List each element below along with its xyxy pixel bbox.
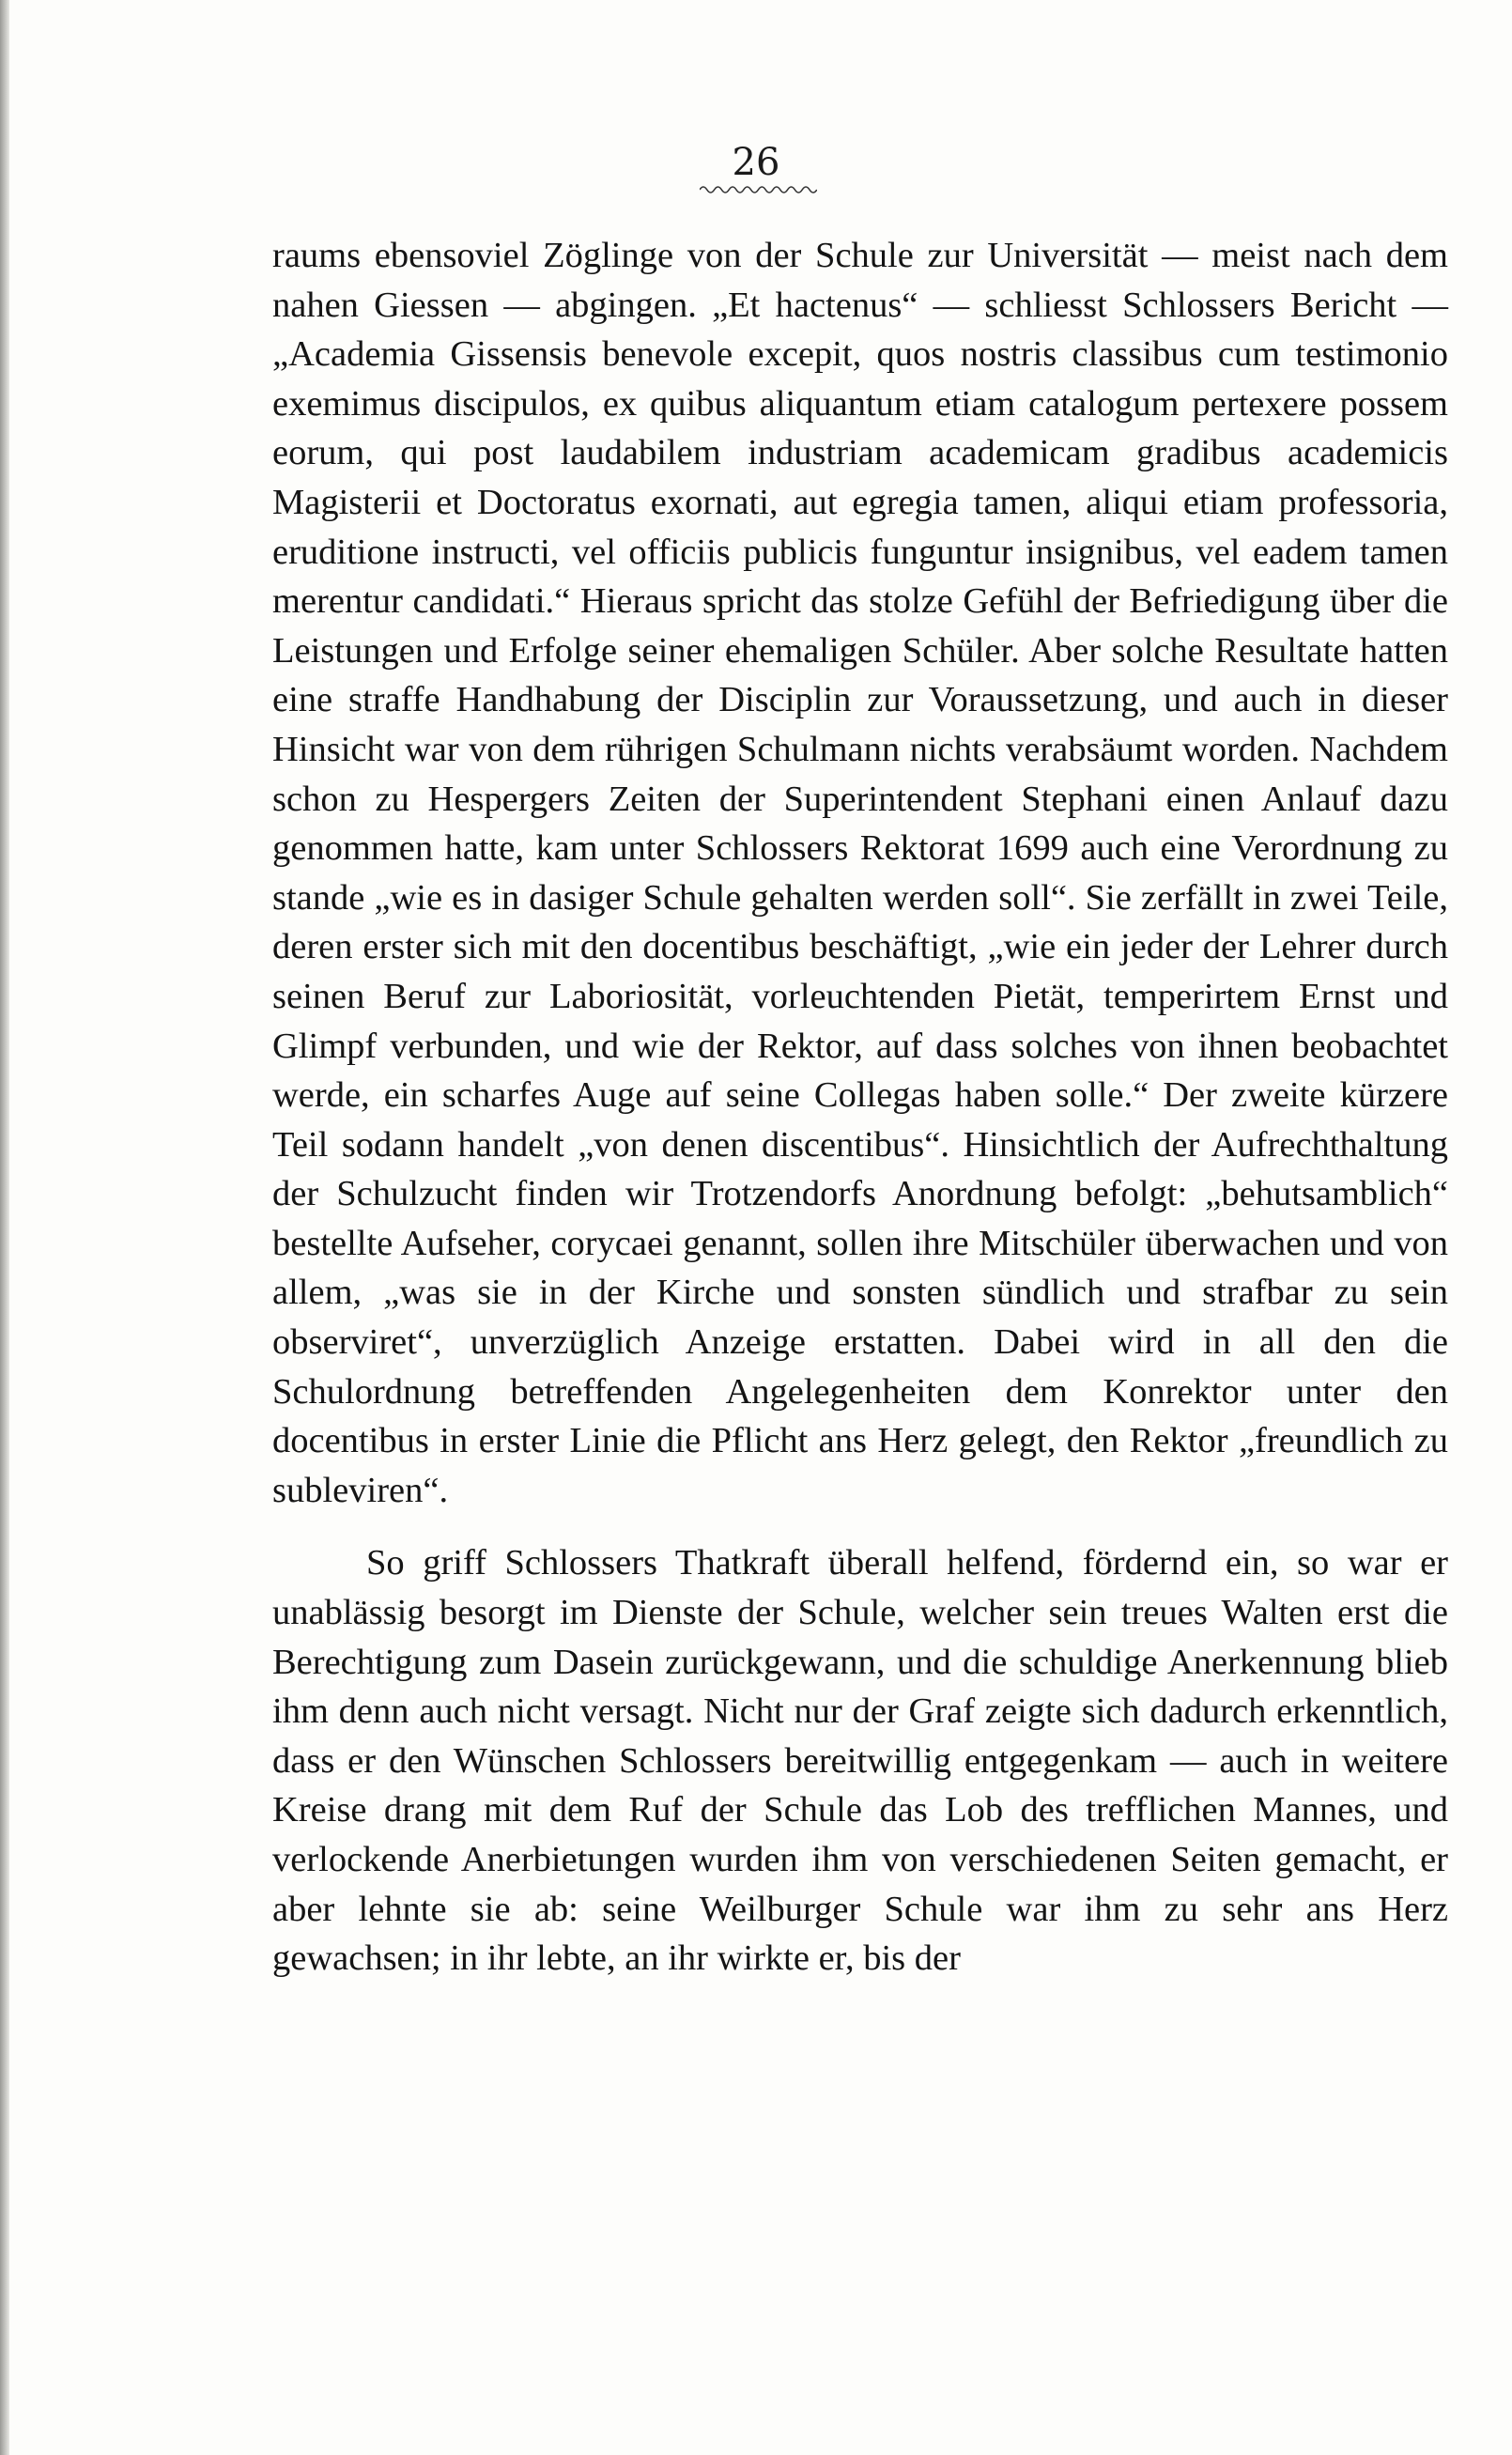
- page-number: 26: [732, 141, 780, 184]
- body-text: [272, 231, 1448, 1984]
- page-edge-shadow: [0, 0, 9, 2455]
- paragraph: So griff Schlossers Thatkraft überall helfend, fördernd ein, so war er unablässig besorgt im Dienste der Schule, welcher sein treues Walten erst die Berechtigung zum Dasein zurückgewann, und die schuldige Anerkennung blieb ihm denn auch nicht versagt. Nicht nur der Graf zeigte sich dadurch erkenntlich, dass er den Wünschen Schlossers bereitwillig entgegenkam — auch in weitere Kreise drang mit dem Ruf der Schule das Lob des trefflichen Mannes, und verlockende Anerbietungen wurden ihm von verschiedenen Seiten gemacht, er aber lehnte sie ab: seine Weilburger Schule war ihm zu sehr ans Herz gewachsen; in ihr lebte, an ihr wirkte er, bis der: [272, 1543, 1448, 1979]
- paragraph: raums ebensoviel Zöglinge von der Schule zur Universität — meist nach dem nahen Giessen — abgingen. „Et hactenus“ — schliesst Schlossers Bericht — „Academia Gissensis benevole excepit, quos nostris classibus cum testimonio exemimus discipulos, ex quibus aliquantum etiam catalogum pertexere possem eorum, qui post laudabilem industriam academicam gradibus academicis Magisterii et Doctoratus exornati, aut egregia tamen, aliqui etiam professoria, eruditione instructi, vel officiis publicis funguntur insignibus, vel eadem tamen merentur candidati.“ Hieraus spricht das stolze Gefühl der Befriedigung über die Leistungen und Erfolge seiner ehemaligen Schüler. Aber solche Resultate hatten eine straffe Handhabung der Disciplin zur Voraussetzung, und auch in dieser Hinsicht war von dem rührigen Schulmann nichts verabsäumt worden. Nachdem schon zu Hespergers Zeiten der Superintendent Stephani einen Anlauf dazu genommen hatte, kam unter Schlossers Rektorat 1699 auch eine Verordnung zu stande „wie es in dasiger Schule gehalten werden soll“. Sie zerfällt in zwei Teile, deren erster sich mit den docentibus beschäftigt, „wie ein jeder der Lehrer durch seinen Beruf zur Laboriosität, vorleuchtenden Pietät, temperirtem Ernst und Glimpf verbunden, und wie der Rektor, auf dass solches von ihnen beobachtet werde, ein scharfes Auge auf seine Collegas haben solle.“ Der zweite kürzere Teil sodann handelt „von denen discentibus“. Hinsichtlich der Aufrechthaltung der Schulzucht finden wir Trotzendorfs Anordnung befolgt: „behutsamblich“ bestellte Aufseher, corycaei genannt, sollen ihre Mitschüler überwachen und von allem, „was sie in der Kirche und sonsten sündlich und strafbar zu sein observiret“, unverzüglich Anzeige erstatten. Dabei wird in all den die Schulordnung betreffenden Angelegenheiten dem Konrektor unter den docentibus in erster Linie die Pflicht ans Herz gelegt, den Rektor „freundlich zu subleviren“.: [272, 236, 1448, 1510]
- wavy-underline-ornament: [700, 184, 817, 195]
